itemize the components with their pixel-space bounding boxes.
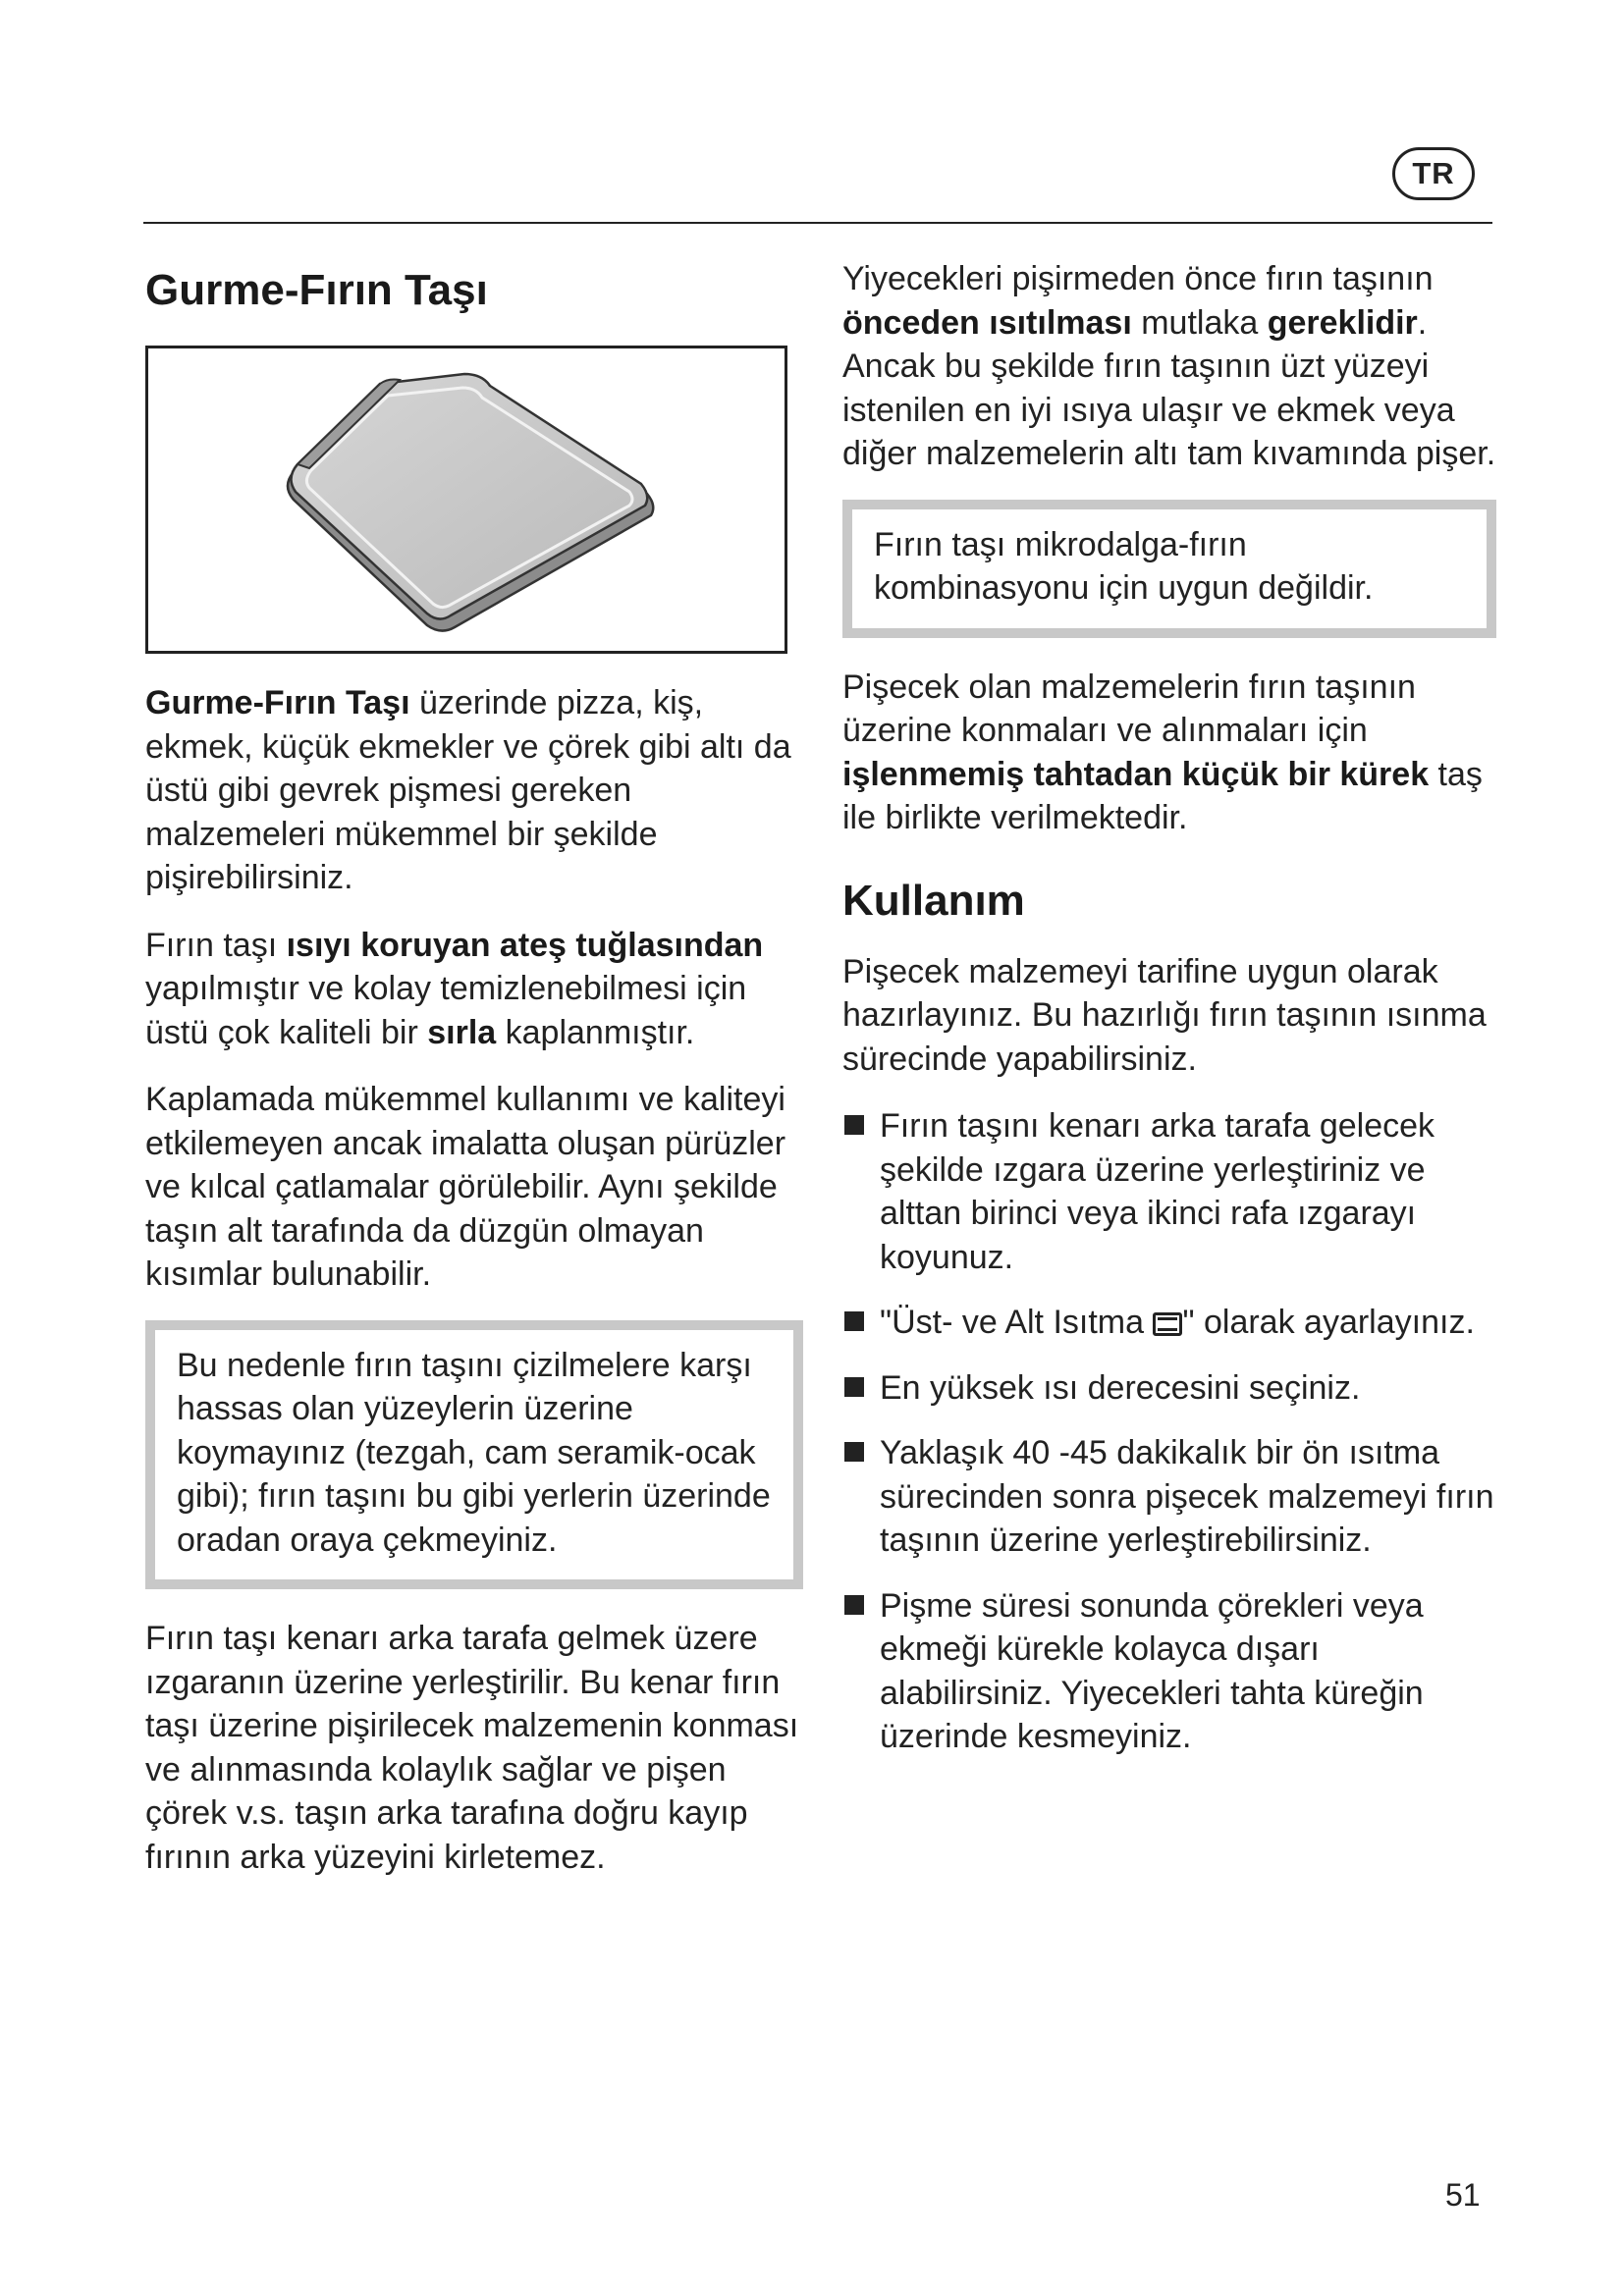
microwave-note-text: Fırın taşı mikrodalga-fırın kombinasyonu için uygun değildir. bbox=[874, 525, 1374, 607]
section-title-usage: Kullanım bbox=[842, 876, 1025, 925]
baking-stone-figure bbox=[145, 346, 787, 654]
preheat-paragraph: Yiyecekleri pişirmeden önce fırın taşının önceden ısıtılması mutlaka gereklidir. Ancak bu şekilde fırın taşının üzt yüzeyi istenilen en iyi ısıya ulaşır ve ekmek veya diğer malzemelerin altı tam kıvamında pişer. bbox=[842, 260, 1496, 472]
paddle-paragraph: Pişecek olan malzemelerin fırın taşının üzerine konmaları ve alınmaları için işlenmemiş tahtadan küçük bir kürek taş ile birlikte verilmektedir. bbox=[842, 667, 1483, 836]
bullet-square-icon bbox=[844, 1595, 864, 1615]
imperfections-paragraph: Kaplamada mükemmel kullanımı ve kaliteyi etkilemeyen ancak imalatta oluşan pürüzler ve kılcal çatlamalar görülebilir. Aynı şekilde taşın alt tarafında da düzgün olmayan kısımlar bulunabilir. bbox=[145, 1081, 786, 1293]
header-rule bbox=[143, 222, 1492, 224]
list-item: Pişme süresi sonunda çörekleri veya ekmeği kürekle kolayca dışarı alabilirsiniz. Yiyecekleri tahta küreğin üzerinde kesmeyiniz. bbox=[842, 1584, 1496, 1759]
right-column bbox=[842, 257, 1496, 1781]
baking-stone-illustration bbox=[148, 348, 785, 651]
intro-paragraph: Gurme-Fırın Taşı üzerinde pizza, kiş, ekmek, küçük ekmekler ve çörek gibi altı da üstü gibi gevrek pişmesi gereken malzemeleri mükemmel bir şekilde pişirebilirsiniz. bbox=[145, 684, 791, 896]
edge-placement-paragraph: Fırın taşı kenarı arka tarafa gelmek üzere ızgaranın üzerine yerleştirilir. Bu kenar fırın taşı üzerine pişirilecek malzemenin konması ve alınmasında kolaylık sağlar ve pişen çörek v.s. taşın arka tarafına doğru kayıp fırının arka yüzeyini kirletemez. bbox=[145, 1620, 799, 1876]
language-badge: TR bbox=[1392, 147, 1475, 200]
list-item: En yüksek ısı derecesini seçiniz. bbox=[842, 1366, 1496, 1411]
usage-intro-paragraph: Pişecek malzemeyi tarifine uygun olarak hazırlayınız. Bu hazırlığı fırın taşının ısınma sürecinde yapabilirsiniz. bbox=[842, 952, 1487, 1078]
bullet-square-icon bbox=[844, 1442, 864, 1462]
usage-steps-list bbox=[842, 1104, 1496, 1759]
material-paragraph: Fırın taşı ısıyı koruyan ateş tuğlasından yapılmıştır ve kolay temizlenebilmesi için üstü çok kaliteli bir sırla kaplanmıştır. bbox=[145, 926, 764, 1051]
microwave-note-box bbox=[842, 500, 1496, 638]
bullet-square-icon bbox=[844, 1377, 864, 1397]
section-title-gourmet-stone: Gurme-Fırın Taşı bbox=[145, 266, 488, 314]
list-item: Yaklaşık 40 -45 dakikalık bir ön ısıtma sürecinden sonra pişecek malzemeyi fırın taşının üzerine yerleştirebilirsiniz. bbox=[842, 1431, 1496, 1563]
list-item: "Üst- ve Alt Isıtma " olarak ayarlayınız. bbox=[842, 1301, 1496, 1345]
oven-top-bottom-heat-icon bbox=[1153, 1312, 1182, 1336]
page-number: 51 bbox=[1445, 2177, 1481, 2213]
list-item: Fırın taşını kenarı arka tarafa gelecek şekilde ızgara üzerine yerleştiriniz ve alttan birinci veya ikinci rafa ızgarayı koyunuz. bbox=[842, 1104, 1496, 1279]
left-column bbox=[145, 257, 803, 1902]
bullet-square-icon bbox=[844, 1311, 864, 1331]
warning-note-text: Bu nedenle fırın taşını çizilmelere karşı hassas olan yüzeylerin üzerine koymayınız (tezgah, cam seramik-ocak gibi); fırın taşını bu gibi yerlerin üzerinde oradan oraya çekmeyiniz. bbox=[177, 1346, 771, 1559]
warning-note-box bbox=[145, 1320, 803, 1590]
bullet-square-icon bbox=[844, 1115, 864, 1135]
